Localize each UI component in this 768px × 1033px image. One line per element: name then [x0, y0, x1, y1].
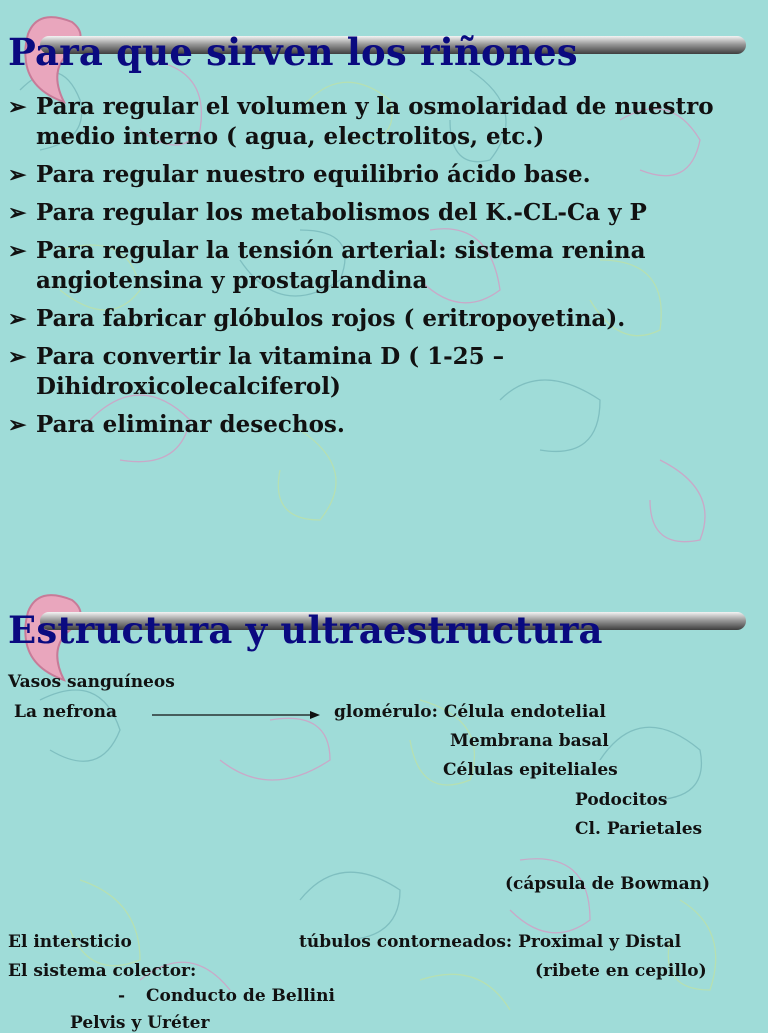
podocitos-label: Podocitos: [575, 790, 668, 810]
capsula-label: (cápsula de Bowman): [505, 874, 710, 894]
slide-title: Para que sirven los riñones: [8, 30, 578, 74]
list-item: ➢ Para eliminar desechos.: [8, 411, 345, 438]
intersticio-label: El intersticio: [8, 932, 132, 952]
parietales-label: Cl. Parietales: [575, 819, 703, 839]
arrow-bullet-icon: ➢: [8, 306, 27, 332]
arrow-bullet-icon: ➢: [8, 200, 27, 226]
arrow-bullet-icon: ➢: [8, 162, 27, 188]
slide-structure: [0, 580, 768, 1033]
membrana-label: Membrana basal: [450, 731, 609, 751]
list-item: ➢ Para regular el volumen y la osmolaridad de nuestro medio interno ( agua, electrolitos, etc.): [8, 93, 714, 150]
colector-label: El sistema colector:: [8, 961, 197, 981]
bellini-label: Conducto de Bellini: [146, 986, 335, 1006]
epiteliales-label: Células epiteliales: [443, 760, 618, 780]
dash-marker: -: [118, 986, 126, 1006]
arrow-bullet-icon: ➢: [8, 94, 27, 120]
ribete-label: (ribete en cepillo): [535, 961, 707, 981]
list-item: ➢ Para regular nuestro equilibrio ácido base.: [8, 161, 591, 188]
arrow-bullet-icon: ➢: [8, 412, 27, 438]
list-item: ➢ Para convertir la vitamina D ( 1-25 – Dihidroxicolecalciferol): [8, 343, 505, 400]
pelvis-label: Pelvis y Uréter: [70, 1013, 210, 1033]
glomerulo-label: glomérulo: Célula endotelial: [334, 702, 606, 722]
bullet-list: [8, 92, 768, 448]
vasos-label: Vasos sanguíneos: [8, 672, 175, 692]
list-item: ➢ Para regular los metabolismos del K.-CL-Ca y P: [8, 199, 647, 226]
tubulos-label: túbulos contorneados: Proximal y Distal: [299, 932, 682, 952]
slide-title: Estructura y ultraestructura: [8, 608, 603, 652]
list-item: ➢ Para regular la tensión arterial: sistema renina angiotensina y prostaglandina: [8, 237, 646, 294]
arrow-bullet-icon: ➢: [8, 238, 27, 264]
arrow-icon: [150, 707, 325, 723]
nefrona-label: La nefrona: [14, 702, 118, 722]
arrow-bullet-icon: ➢: [8, 344, 27, 370]
list-item: ➢ Para fabricar glóbulos rojos ( eritropoyetina).: [8, 305, 626, 332]
